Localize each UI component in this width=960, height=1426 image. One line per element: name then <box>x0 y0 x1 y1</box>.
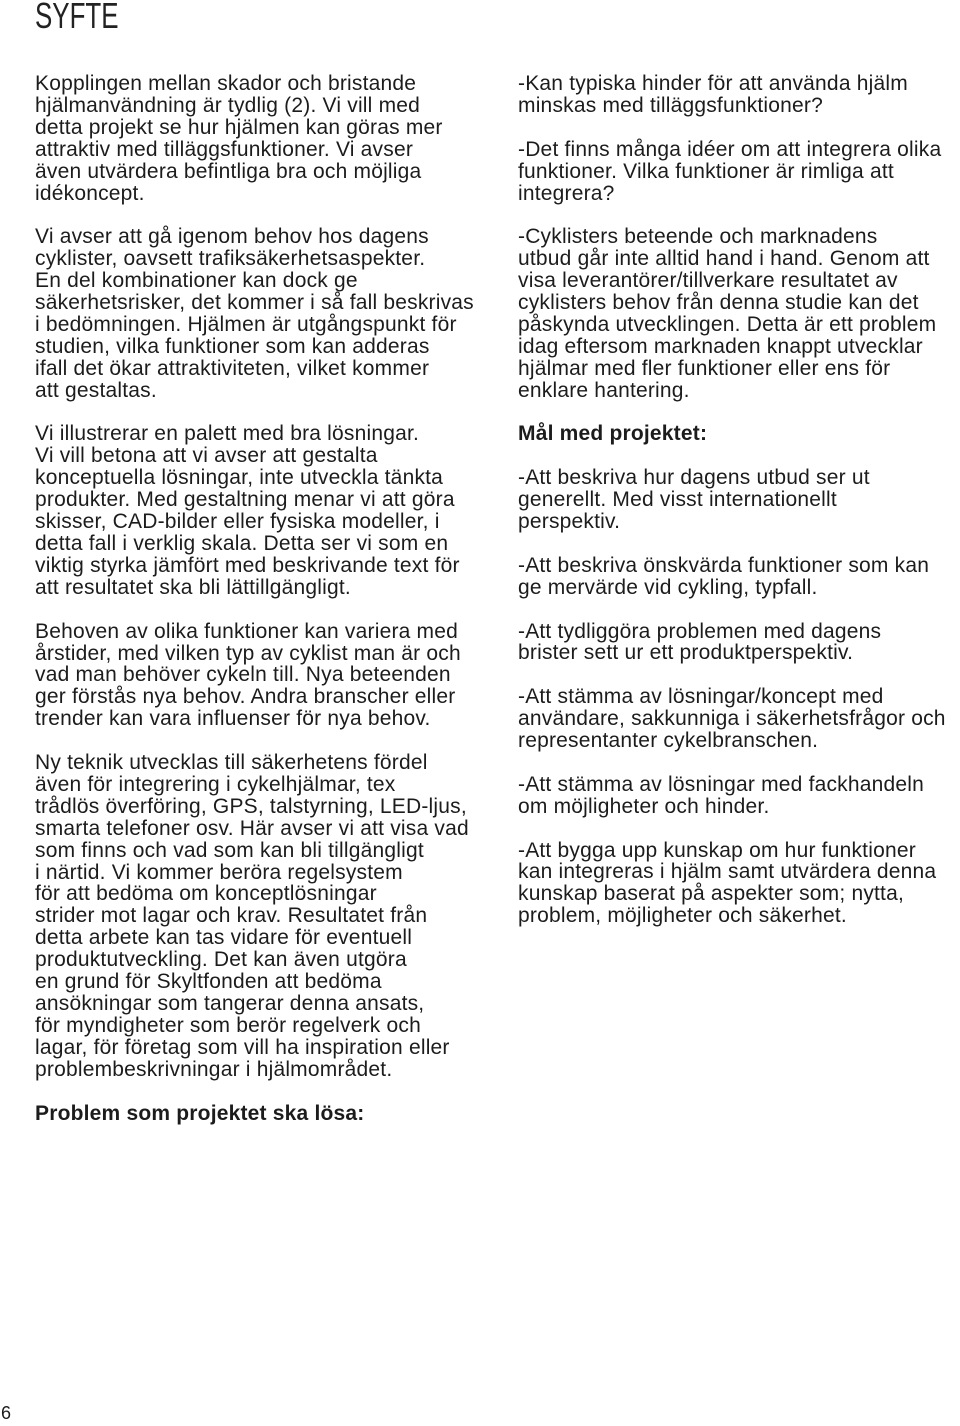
goal-item: -Att stämma av lösningar/koncept med användare, sakkunniga i säkerhetsfrågor och representanter cykelbranschen. <box>518 685 946 753</box>
goals-heading: Mål med projektet: <box>518 422 708 446</box>
page-title: SYFTE <box>35 0 119 36</box>
seasonal-needs-paragraph: Behoven av olika funktioner kan variera med årstider, med vilken typ av cyklist man är och vad man behöver cykeln till. Nya beteenden ger förstås nya behov. Andra branscher eller trender kan vara influenser för nya behov. <box>35 619 461 731</box>
goal-item: -Att stämma av lösningar med fackhandeln om möjligheter och hinder. <box>518 772 925 818</box>
solutions-paragraph: Vi illustrerar en palett med bra lösningar. Vi vill betona att vi avser att gestalta konceptuella lösningar, inte utveckla tänkta produkter. Med gestaltning menar vi att göra skisser, CAD-bilder eller fysiska modeller, i detta fall i verklig skala. Detta ser vi som en viktig styrka jämfört med beskrivande text för att resultatet ska bli lättillgängligt. <box>35 422 460 599</box>
goal-item: -Att tydliggöra problemen med dagens brister sett ur ett produktperspektiv. <box>518 619 882 665</box>
problem-item: -Det finns många idéer om att integrera olika funktioner. Vilka funktioner är rimliga att integrera? <box>518 137 942 205</box>
goal-item: -Att beskriva önskvärda funktioner som kan ge mervärde vid cykling, typfall. <box>518 553 930 599</box>
goal-item: -Att bygga upp kunskap om hur funktioner kan integreras i hjälm samt utvärdera denna kunskap baserat på aspekter som; nytta, problem, möjligheter och säkerhet. <box>518 838 937 928</box>
right-column <box>518 73 946 949</box>
technology-paragraph: Ny teknik utvecklas till säkerhetens fördel även för integrering i cykelhjälmar, tex trådlös överföring, GPS, talstyrning, LED-ljus, smarta telefoner osv. Här avser vi att visa vad som finns och vad som kan bli tillgängligt i närtid. Vi kommer beröra regelsystem för att bedöma om konceptlösningar strider mot lagar och krav. Resultatet från detta arbete kan tas vidare för eventuell produktutveckling. Det kan även utgöra en grund för Skyltfonden att bedöma ansökningar som tangerar denna ansats, för myndigheter som berör regelverk och lagar, för företag som vill ha inspiration eller problembeskrivningar i hjälmområdet. <box>35 751 469 1081</box>
problem-item: -Kan typiska hinder för att använda hjälm minskas med tilläggsfunktioner? <box>518 72 908 117</box>
page-number: 6 <box>1 1403 12 1423</box>
needs-paragraph: Vi avser att gå igenom behov hos dagens cyklister, oavsett trafiksäkerhetsaspekter. En del kombinationer kan dock ge säkerhetsrisker, det kommer i så fall beskrivas i bedömningen. Hjälmen är utgångspunkt för studien, vilka funktioner som kan adderas ifall det ökar attraktiviteten, vilket kommer att gestaltas. <box>35 225 474 402</box>
intro-paragraph: Kopplingen mellan skador och bristande hjälmanvändning är tydlig (2). Vi vill med detta projekt se hur hjälmen kan göras mer attraktiv med tilläggsfunktioner. Vi avser även utvärdera befintliga bra och möjliga idékoncept. <box>35 72 443 205</box>
problem-item: -Cyklisters beteende och marknadens utbud går inte alltid hand i hand. Genom att visa leverantörer/tillverkare resultatet av cyklisters behov från denna studie kan det påskynda utvecklingen. Detta är ett problem idag eftersom marknaden knappt utvecklar hjälmar med fler funktioner eller ens för enklare hantering. <box>518 225 937 402</box>
problem-heading: Problem som projektet ska lösa: <box>35 1101 365 1125</box>
left-column <box>35 73 474 1146</box>
goal-item: -Att beskriva hur dagens utbud ser ut generellt. Med visst internationellt perspektiv. <box>518 466 870 534</box>
